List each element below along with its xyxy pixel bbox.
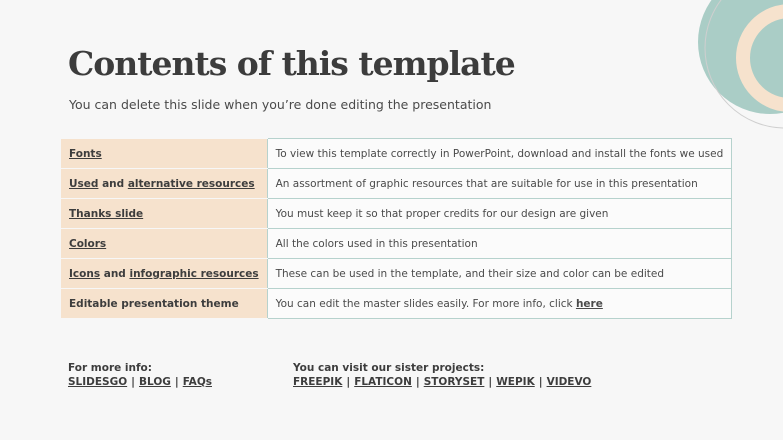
row-label [61, 229, 267, 259]
link-separator: | [538, 376, 543, 388]
row-label [61, 259, 267, 289]
row-label [61, 169, 267, 199]
contents-table [61, 138, 732, 319]
footer-sister-projects [293, 361, 591, 389]
faqs-link[interactable]: FAQs [182, 376, 212, 388]
table-row [61, 259, 732, 289]
slidesgo-link[interactable]: SLIDESGO [68, 376, 128, 388]
label-connector: and [98, 177, 128, 190]
row-description: All the colors used in this presentation [267, 229, 732, 259]
more-info-heading: For more info: [68, 362, 152, 374]
blog-link[interactable]: BLOG [139, 376, 171, 388]
flaticon-link[interactable]: FLATICON [354, 376, 412, 388]
link-separator: | [174, 376, 179, 388]
videvo-link[interactable]: VIDEVO [546, 376, 592, 388]
sister-projects-links [293, 375, 591, 389]
page-subtitle: You can delete this slide when you’re done editing the presentation [69, 97, 492, 112]
colors-link[interactable]: Colors [69, 237, 107, 250]
storyset-link[interactable]: STORYSET [423, 376, 485, 388]
page-title: Contents of this template [68, 44, 515, 83]
alternative-resources-link[interactable]: alternative resources [127, 177, 255, 190]
fonts-link[interactable]: Fonts [69, 147, 102, 160]
link-separator: | [415, 376, 420, 388]
row-description: To view this template correctly in PowerPoint, download and install the fonts we used [267, 139, 732, 169]
link-separator: | [346, 376, 351, 388]
row-description: These can be used in the template, and their size and color can be edited [267, 259, 732, 289]
editable-theme-label: Editable presentation theme [69, 297, 239, 310]
editable-theme-description: You can edit the master slides easily. For more info, click [275, 297, 576, 310]
infographic-resources-link[interactable]: infographic resources [129, 267, 259, 280]
table-row [61, 289, 732, 319]
used-link[interactable]: Used [69, 177, 99, 190]
table-row [61, 139, 732, 169]
row-description: An assortment of graphic resources that are suitable for use in this presentation [267, 169, 732, 199]
footer-more-info [68, 361, 212, 389]
sister-projects-heading: You can visit our sister projects: [293, 362, 485, 374]
table-row [61, 169, 732, 199]
link-separator: | [131, 376, 135, 388]
link-separator: | [488, 376, 493, 388]
icons-link[interactable]: Icons [69, 267, 101, 280]
table-row [61, 229, 732, 259]
row-label [61, 289, 267, 319]
label-connector: and [100, 267, 130, 280]
table-row [61, 199, 732, 229]
row-description [267, 289, 732, 319]
freepik-link[interactable]: FREEPIK [293, 376, 343, 388]
row-label [61, 199, 267, 229]
wepik-link[interactable]: WEPIK [496, 376, 535, 388]
row-description: You must keep it so that proper credits for our design are given [267, 199, 732, 229]
more-info-links [68, 375, 212, 389]
thanks-slide-link[interactable]: Thanks slide [69, 207, 144, 220]
row-label [61, 139, 267, 169]
here-link[interactable]: here [575, 297, 603, 310]
